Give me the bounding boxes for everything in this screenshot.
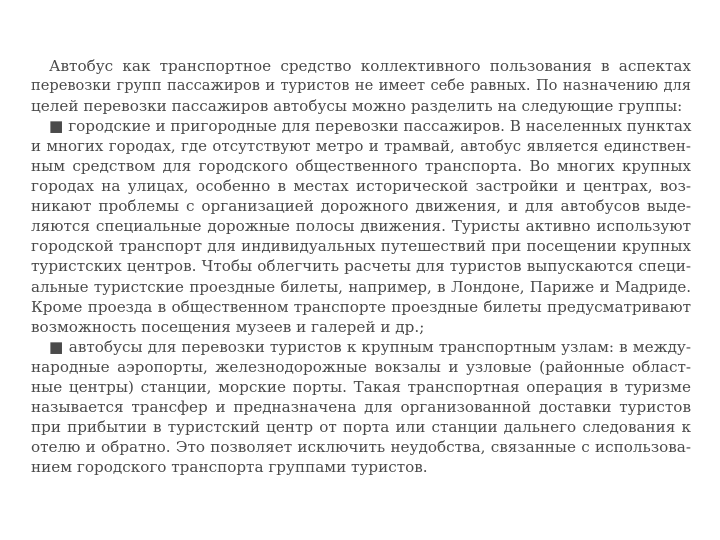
document-text: [31, 56, 691, 477]
bullet-1-line: Кроме проезда в общественном транспорте проездные билеты предусматривают: [31, 297, 691, 316]
bullet-2-line: нием городского транспорта группами туристов.: [31, 457, 428, 476]
bullet-2-line: народные аэропорты, железнодорожные вокзалы и узловые (районные област-: [31, 357, 691, 376]
bullet-2-first-line: [31, 337, 691, 357]
bullet-1-line: никают проблемы с организацией дорожного движения, и для автобусов выде-: [31, 197, 691, 216]
bullet-2-line: ные центры) станции, морские порты. Такая транспортная операция в туризме: [31, 377, 691, 396]
bullet-1-first-line: [31, 116, 691, 136]
bullet-2-line: отелю и обратно. Это позволяет исключить неудобства, связанные с использова-: [31, 437, 691, 456]
paragraph-1-line: целей перевозки пассажиров автобусы можно разделить на следующие группы:: [31, 97, 683, 116]
bullet-1-line: и многих городах, где отсутствуют метро и трамвай, автобус является единствен-: [31, 137, 691, 156]
bullet-2-text: автобусы для перевозки туристов к крупным транспортным узлам: в между-: [68, 337, 692, 356]
bullet-1-line: ным средством для городского общественного транспорта. Во многих крупных: [31, 157, 691, 176]
bullet-1-line: альные туристские проездные билеты, например, в Лондоне, Париже и Мадриде.: [31, 277, 691, 296]
bullet-2-line: при прибытии в туристский центр от порта или станции дальнего следования к: [31, 417, 691, 436]
bullet-marker-icon: ■: [49, 117, 64, 136]
bullet-1-line: ляются специальные дорожные полосы движения. Туристы активно используют: [31, 217, 691, 236]
bullet-1-text: городские и пригородные для перевозки пассажиров. В населенных пунктах: [68, 117, 692, 136]
bullet-1-line: туристских центров. Чтобы облегчить расчеты для туристов выпускаются специ-: [31, 257, 691, 276]
bullet-marker-icon: ■: [49, 337, 64, 356]
paragraph-1-line: Автобус как транспортное средство коллективного пользования в аспектах: [49, 57, 691, 75]
paragraph-1-line: перевозки групп пассажиров и туристов не имеет себе равных. По назначению для: [31, 77, 691, 95]
bullet-1-line: городской транспорт для индивидуальных путешествий при посещении крупных: [31, 237, 691, 256]
bullet-1-line: городах на улицах, особенно в местах исторической застройки и центрах, воз-: [31, 177, 691, 196]
bullet-1-line: возможность посещения музеев и галерей и др.;: [31, 317, 425, 336]
bullet-2-line: называется трансфер и предназначена для организованной доставки туристов: [31, 397, 691, 416]
